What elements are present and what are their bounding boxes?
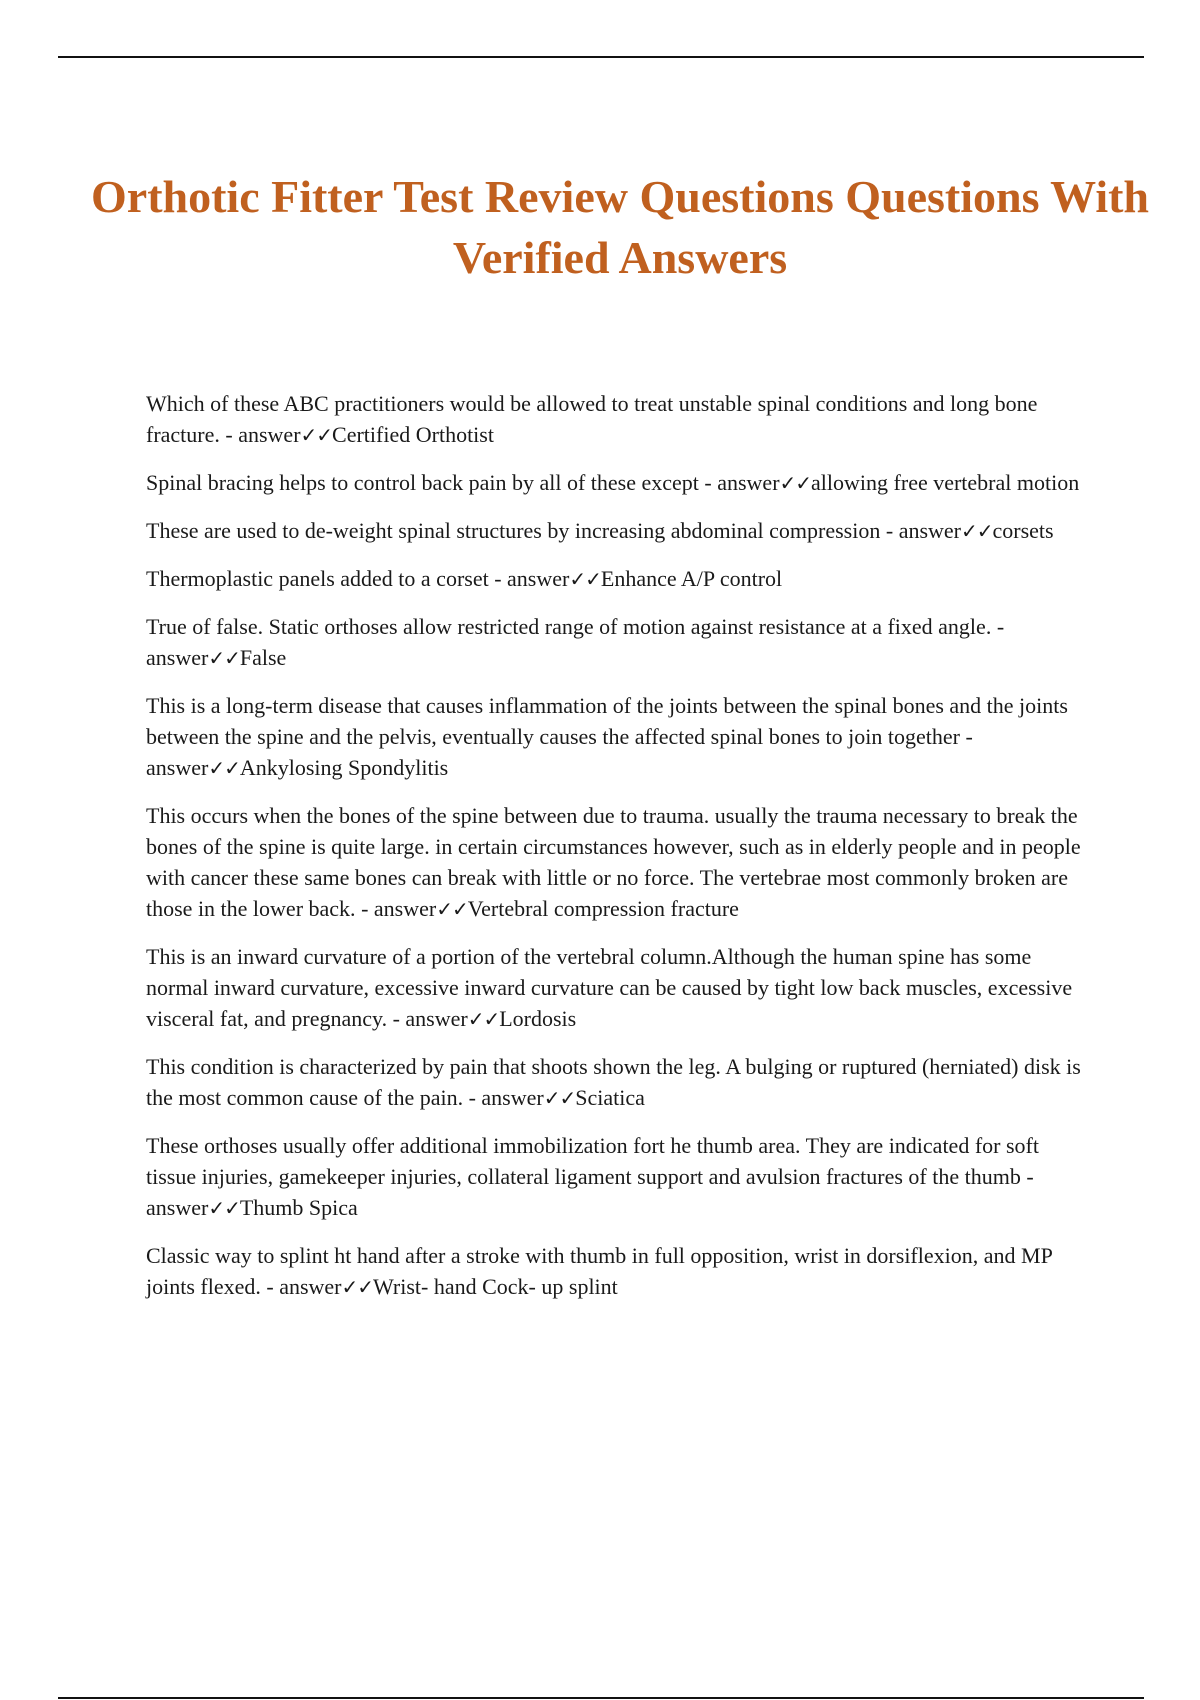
question-text: Which of these ABC practitioners would be allowed to treat unstable spinal conditions and long bone fracture. [146, 391, 1038, 447]
qa-list [146, 388, 1090, 1319]
question-text: These are used to de-weight spinal structures by increasing abdominal compression [146, 518, 881, 543]
answer-tag: answer [146, 645, 209, 670]
check-icon: ✓✓ [208, 1196, 240, 1220]
document-title: Orthotic Fitter Test Review Questions Questions With Verified Answers [91, 171, 1149, 283]
qa-item: This is a long-term disease that causes inflammation of the joints between the spinal bones and the joints between the spine and the pelvis, eventually causes the affected spinal bones to join together - answer✓✓Ankylosing Spondylitis [146, 693, 1068, 780]
answer-tag: answer [481, 1085, 544, 1110]
answer-text: Lordosis [499, 1006, 577, 1031]
question-text: Thermoplastic panels added to a corset [146, 566, 489, 591]
check-icon: ✓✓ [341, 1275, 374, 1299]
answer-tag: answer [405, 1006, 468, 1031]
question-text: Classic way to splint ht hand after a stroke with thumb in full opposition, wrist in dorsiflexion, and MP joints flexed. [146, 1243, 1052, 1299]
qa-item: This is an inward curvature of a portion of the vertebral column.Although the human spine has some normal inward curvature, excessive inward curvature can be caused by tight low back muscles, excessive visceral fat, and pregnancy. - answer✓✓Lordosis [146, 944, 1073, 1031]
qa-item: This occurs when the bones of the spine between due to trauma. usually the trauma necessary to break the bones of the spine is quite large. in certain circumstances however, such as in elderly people and in people with cancer these same bones can break with little or no force. The vertebrae most commonly broken are those in the lower back. - answer✓✓Vertebral compression fracture [146, 803, 1081, 921]
answer-text: Sciatica [575, 1085, 645, 1110]
check-icon: ✓✓ [436, 897, 468, 921]
qa-item: These are used to de-weight spinal structures by increasing abdominal compression - answer✓✓corsets [146, 518, 1054, 543]
answer-tag: answer [373, 896, 437, 921]
check-icon: ✓✓ [543, 1086, 576, 1110]
answer-text: Vertebral compression fracture [467, 896, 739, 921]
question-text: These orthoses usually offer additional immobilization fort he thumb area. They are indicated for soft tissue injuries, gamekeeper injuries, collateral ligament support and avulsion fractures of the thumb [146, 1133, 1039, 1189]
check-icon: ✓✓ [300, 423, 333, 447]
question-text: Spinal bracing helps to control back pain by all of these except [146, 470, 699, 495]
answer-tag: answer [507, 566, 570, 591]
answer-text: False [239, 645, 287, 670]
answer-text: Wrist- hand Cock- up splint [373, 1274, 618, 1299]
answer-text: Certified Orthotist [332, 422, 494, 447]
top-rule [58, 56, 1144, 58]
answer-tag: answer [898, 518, 961, 543]
answer-tag: answer [238, 422, 301, 447]
check-icon: ✓✓ [208, 756, 240, 780]
answer-text: Enhance A/P control [600, 566, 783, 591]
answer-tag: answer [146, 1195, 209, 1220]
bottom-rule [58, 1697, 1144, 1699]
check-icon: ✓✓ [208, 646, 240, 670]
answer-text: allowing free vertebral motion [811, 470, 1080, 495]
answer-text: Ankylosing Spondylitis [239, 755, 449, 780]
qa-item: These orthoses usually offer additional immobilization fort he thumb area. They are indicated for soft tissue injuries, gamekeeper injuries, collateral ligament support and avulsion fractures of the thumb - answer✓✓Thumb Spica [146, 1133, 1039, 1220]
check-icon: ✓✓ [467, 1007, 500, 1031]
qa-item: This condition is characterized by pain that shoots shown the leg. A bulging or ruptured (herniated) disk is the most common cause of the pain. - answer✓✓Sciatica [146, 1054, 1081, 1110]
qa-item: Which of these ABC practitioners would be allowed to treat unstable spinal conditions and long bone fracture. - answer✓✓Certified Orthotist [146, 391, 1038, 447]
qa-item: Spinal bracing helps to control back pain by all of these except - answer✓✓allowing free vertebral motion [146, 470, 1080, 495]
answer-text: corsets [992, 518, 1054, 543]
answer-tag: answer [279, 1274, 342, 1299]
question-text: This condition is characterized by pain that shoots shown the leg. A bulging or ruptured (herniated) disk is the most common cause of the pain. [146, 1054, 1081, 1110]
check-icon: ✓✓ [569, 567, 601, 591]
check-icon: ✓✓ [779, 471, 812, 495]
question-text: True of false. Static orthoses allow restricted range of motion against resistance at a fixed angle. [146, 614, 992, 639]
qa-item: Classic way to splint ht hand after a stroke with thumb in full opposition, wrist in dorsiflexion, and MP joints flexed. - answer✓✓Wrist- hand Cock- up splint [146, 1243, 1052, 1299]
answer-text: Thumb Spica [239, 1195, 358, 1220]
check-icon: ✓✓ [961, 519, 993, 543]
question-text: This occurs when the bones of the spine between due to trauma. usually the trauma necessary to break the bones of the spine is quite large. in certain circumstances however, such as in elderly people and in people with cancer these same bones can break with little or no force. The vertebrae most commonly broken are those in the lower back. [146, 803, 1081, 921]
question-text: This is a long-term disease that causes inflammation of the joints between the spinal bones and the joints between the spine and the pelvis, eventually causes the affected spinal bones to join together [146, 693, 1068, 749]
answer-tag: answer [146, 755, 209, 780]
qa-item: True of false. Static orthoses allow restricted range of motion against resistance at a fixed angle. - answer✓✓False [146, 614, 1005, 670]
answer-tag: answer [717, 470, 780, 495]
qa-item: Thermoplastic panels added to a corset - answer✓✓Enhance A/P control [146, 566, 783, 591]
question-text: This is an inward curvature of a portion of the vertebral column.Although the human spine has some normal inward curvature, excessive inward curvature can be caused by tight low back muscles, excessive visceral fat, and pregnancy. [146, 944, 1073, 1031]
